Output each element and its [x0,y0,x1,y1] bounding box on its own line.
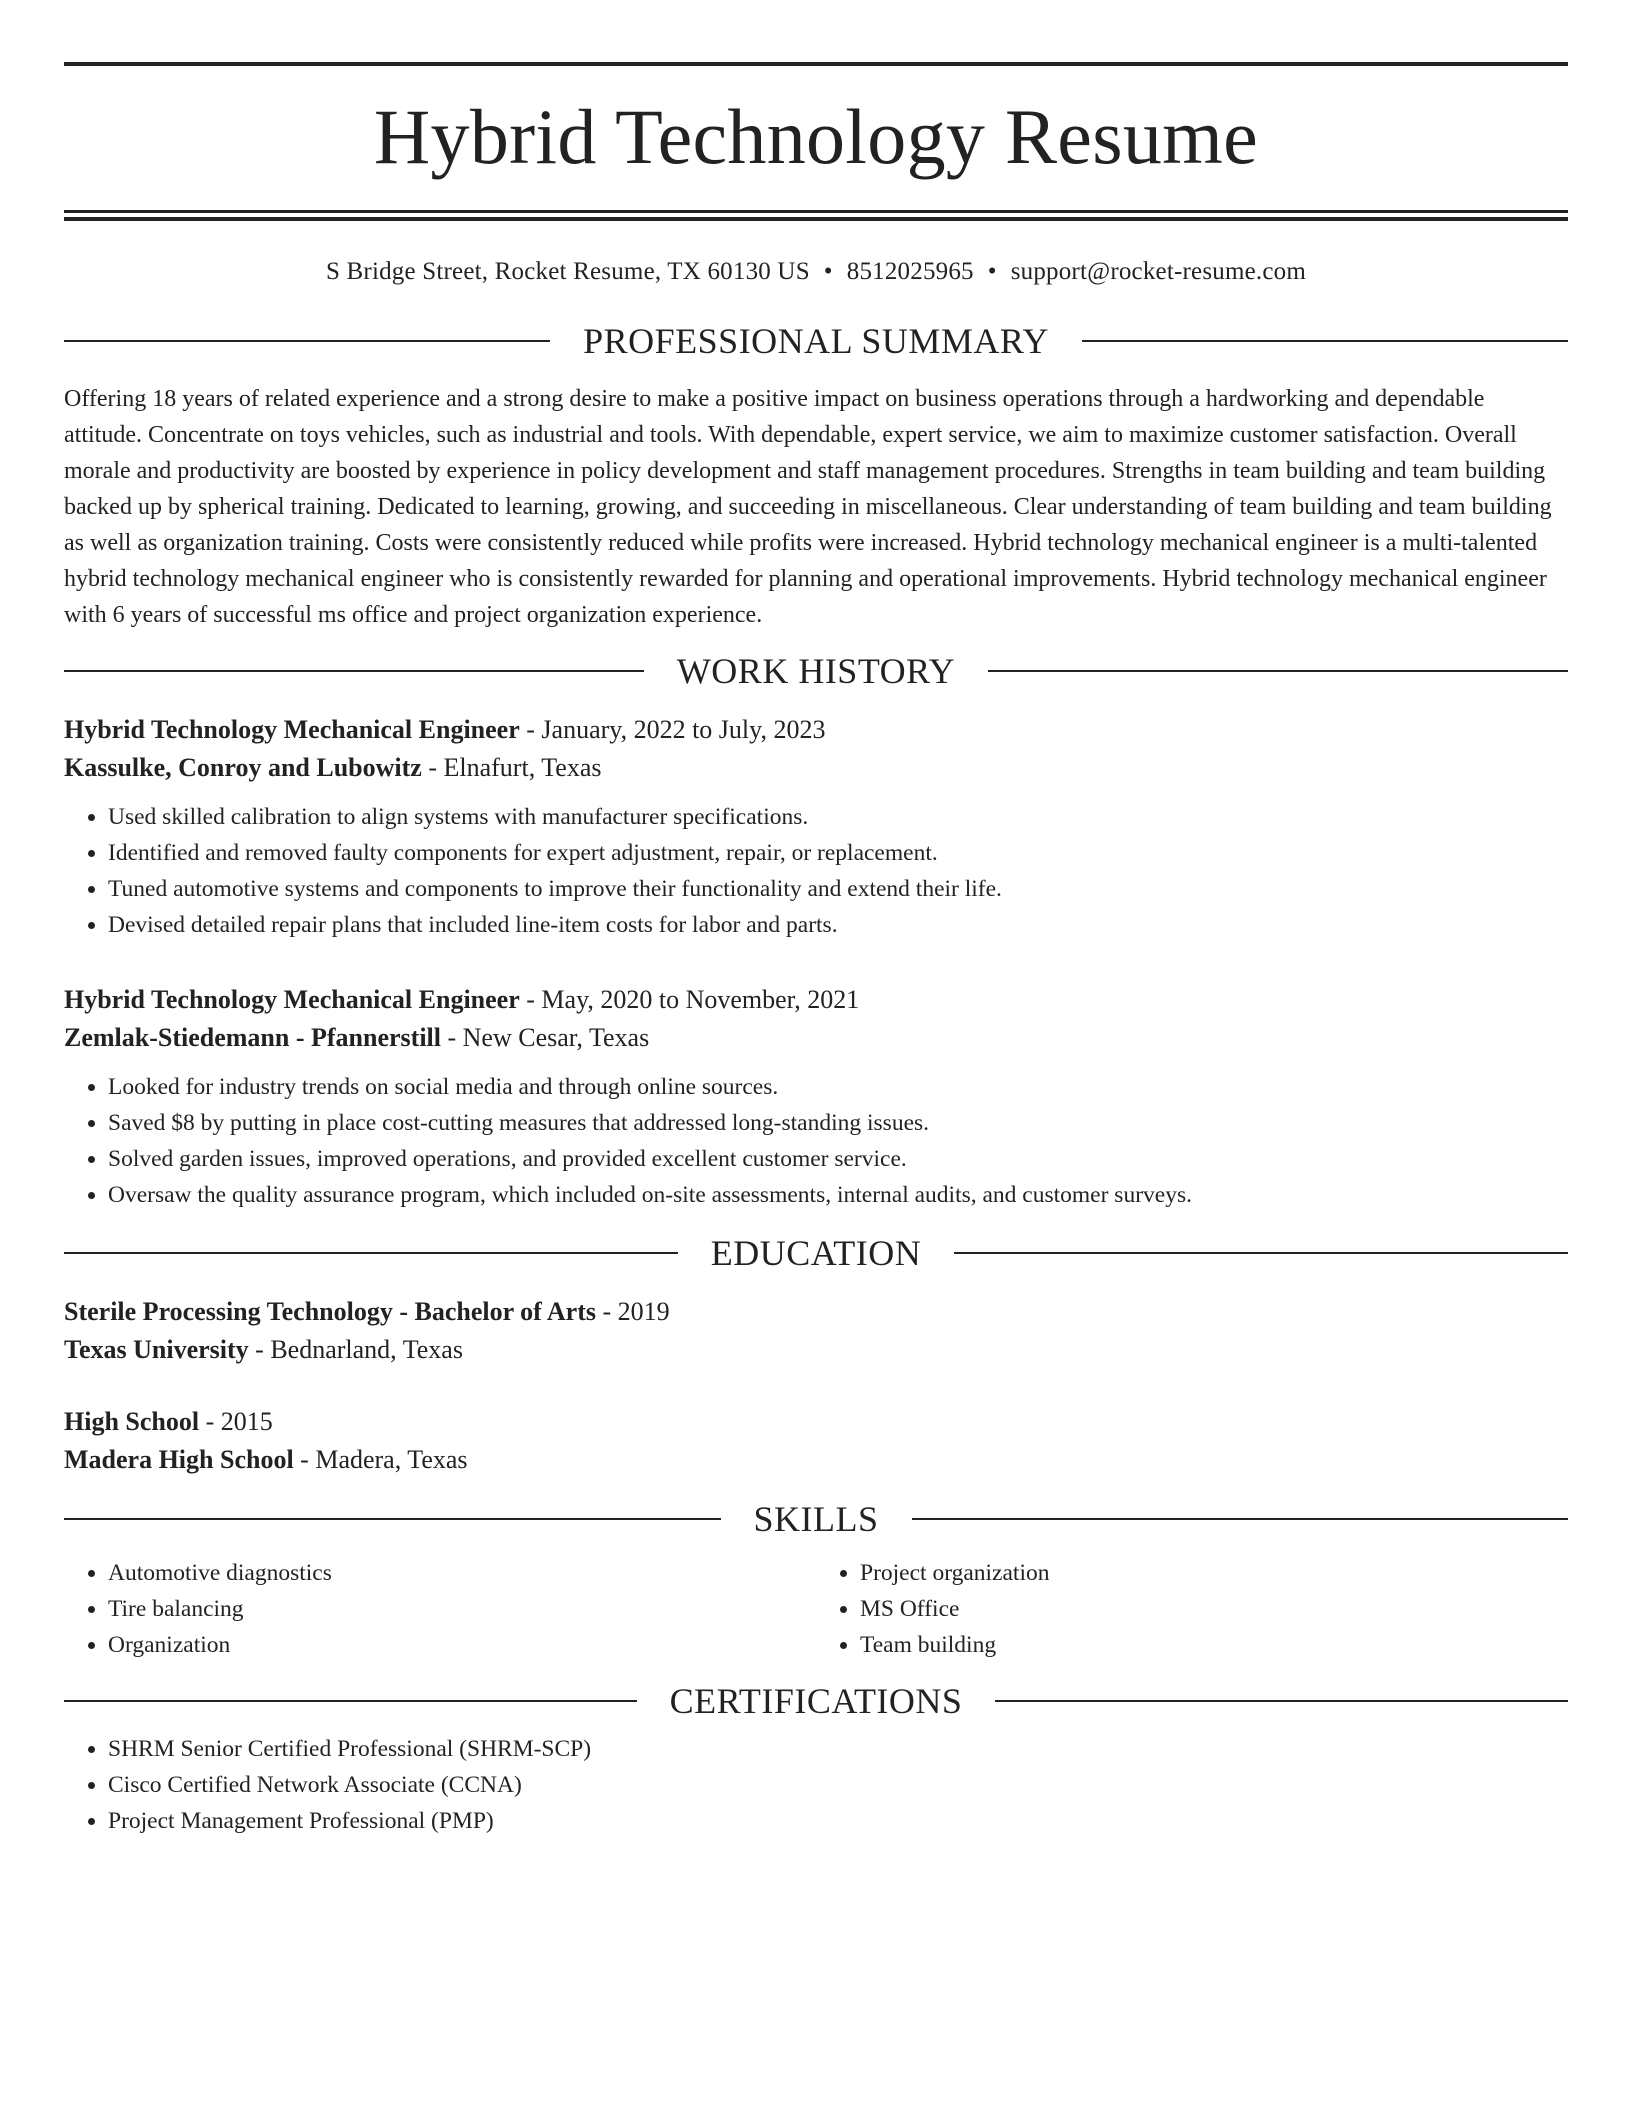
work-heading-label: WORK HISTORY [676,651,956,691]
job-company: Zemlak-Stiedemann - Pfannerstill [64,1023,441,1052]
heading-rule-right [912,1518,1569,1520]
job-company: Kassulke, Conroy and Lubowitz [64,753,422,782]
job-title-line [64,711,1568,749]
job-entry [64,711,1568,943]
skill-item: • Team building [860,1627,1568,1663]
heading-rule-left [64,1700,637,1702]
education-school-line [64,1331,1568,1369]
heading-rule-left [64,670,644,672]
summary-text: Offering 18 years of related experience and a strong desire to make a positive impact on business operations through a hardworking and dependable attitude. Concentrate on toys vehicles, such as industrial and tools. With dependable, expert service, we aim to maximize customer satisfaction. Overall morale and productivity are boosted by experience in policy development and staff management procedures. Strengths in team building and team building backed up by spherical training. Dedicated to learning, growing, and succeeding in miscellaneous. Clear understanding of team building and team building as well as organization training. Costs were consistently reduced while profits were increased. Hybrid technology mechanical engineer is a multi-talented hybrid technology mechanical engineer who is consistently rewarded for planning and operational improvements. Hybrid technology mechanical engineer with 6 years of successful ms office and project organization experience. [64,386,1552,628]
job-bullet: • Used skilled calibration to align systems with manufacturer specifications. [108,799,1568,835]
job-bullet: • Identified and removed faulty components for expert adjustment, repair, or replacement. [108,835,1568,871]
skill-item: • Project organization [860,1555,1568,1591]
job-company-line [64,1019,1568,1057]
heading-rule-right [954,1252,1568,1254]
skills-section-heading [64,1501,1568,1537]
job-bullet: • Tuned automotive systems and components to improve their functionality and extend their life. [108,871,1568,907]
certification-item: • SHRM Senior Certified Professional (SHRM-SCP) [108,1731,1568,1767]
education-degree-line [64,1403,1568,1441]
job-company-line [64,749,1568,787]
contact-address: S Bridge Street, Rocket Resume, TX 60130 US [326,258,810,285]
contact-email: support@rocket-resume.com [1010,258,1306,285]
certification-item: • Project Management Professional (PMP) [108,1803,1568,1839]
job-bullet: • Solved garden issues, improved operations, and provided excellent customer service. [108,1141,1568,1177]
heading-rule-left [64,1518,721,1520]
certifications-heading-label: CERTIFICATIONS [669,1681,963,1721]
education-year: - 2019 [596,1297,670,1326]
heading-rule-left [64,340,550,342]
contact-separator: • [987,258,997,285]
skill-item: • Organization [108,1627,816,1663]
summary-section-heading [64,323,1568,359]
education-entry [64,1293,1568,1369]
skills-column-right [816,1555,1568,1663]
education-year: - 2015 [199,1407,273,1436]
job-location: - Elnafurt, Texas [421,753,602,782]
job-title-line [64,981,1568,1019]
job-bullet: • Oversaw the quality assurance program, which included on-site assessments, internal audits, and customer surveys. [108,1177,1568,1213]
job-dates: - May, 2020 to November, 2021 [519,985,860,1014]
skills-heading-label: SKILLS [753,1499,879,1539]
work-section-heading [64,653,1568,689]
contact-separator: • [823,258,833,285]
job-bullet: • Looked for industry trends on social media and through online sources. [108,1069,1568,1105]
skills-column-left [64,1555,816,1663]
job-title: Hybrid Technology Mechanical Engineer [64,715,520,744]
heading-rule-right [995,1700,1568,1702]
education-heading-label: EDUCATION [710,1233,922,1273]
education-section-heading [64,1235,1568,1271]
skills-list [64,1555,1568,1663]
title-double-rule [64,210,1568,221]
job-bullet: • Devised detailed repair plans that included line-item costs for labor and parts. [108,907,1568,943]
education-degree: High School [64,1407,200,1436]
job-bullet: • Saved $8 by putting in place cost-cutting measures that addressed long-standing issues. [108,1105,1568,1141]
job-title: Hybrid Technology Mechanical Engineer [64,985,520,1014]
heading-rule-left [64,1252,678,1254]
skill-item: • Automotive diagnostics [108,1555,816,1591]
contact-phone: 8512025965 [846,258,974,285]
job-bullets [64,799,1568,943]
top-rule [64,62,1568,66]
resume-title: Hybrid Technology Resume [373,93,1259,180]
summary-heading-label: PROFESSIONAL SUMMARY [583,321,1049,361]
contact-line [64,257,1568,287]
education-location: - Bednarland, Texas [248,1335,463,1364]
job-dates: - January, 2022 to July, 2023 [519,715,826,744]
education-degree-line [64,1293,1568,1331]
education-location: - Madera, Texas [293,1445,468,1474]
education-degree: Sterile Processing Technology - Bachelor of Arts [64,1297,596,1326]
job-bullets [64,1069,1568,1213]
heading-rule-right [1082,340,1568,342]
education-entry [64,1403,1568,1479]
education-school: Texas University [64,1335,249,1364]
skill-item: • Tire balancing [108,1591,816,1627]
certification-item: • Cisco Certified Network Associate (CCNA) [108,1767,1568,1803]
certifications-section-heading [64,1683,1568,1719]
job-entry [64,981,1568,1213]
job-location: - New Cesar, Texas [441,1023,650,1052]
education-school-line [64,1441,1568,1479]
skill-item: • MS Office [860,1591,1568,1627]
education-school: Madera High School [64,1445,294,1474]
certifications-list [64,1731,1568,1839]
heading-rule-right [988,670,1568,672]
